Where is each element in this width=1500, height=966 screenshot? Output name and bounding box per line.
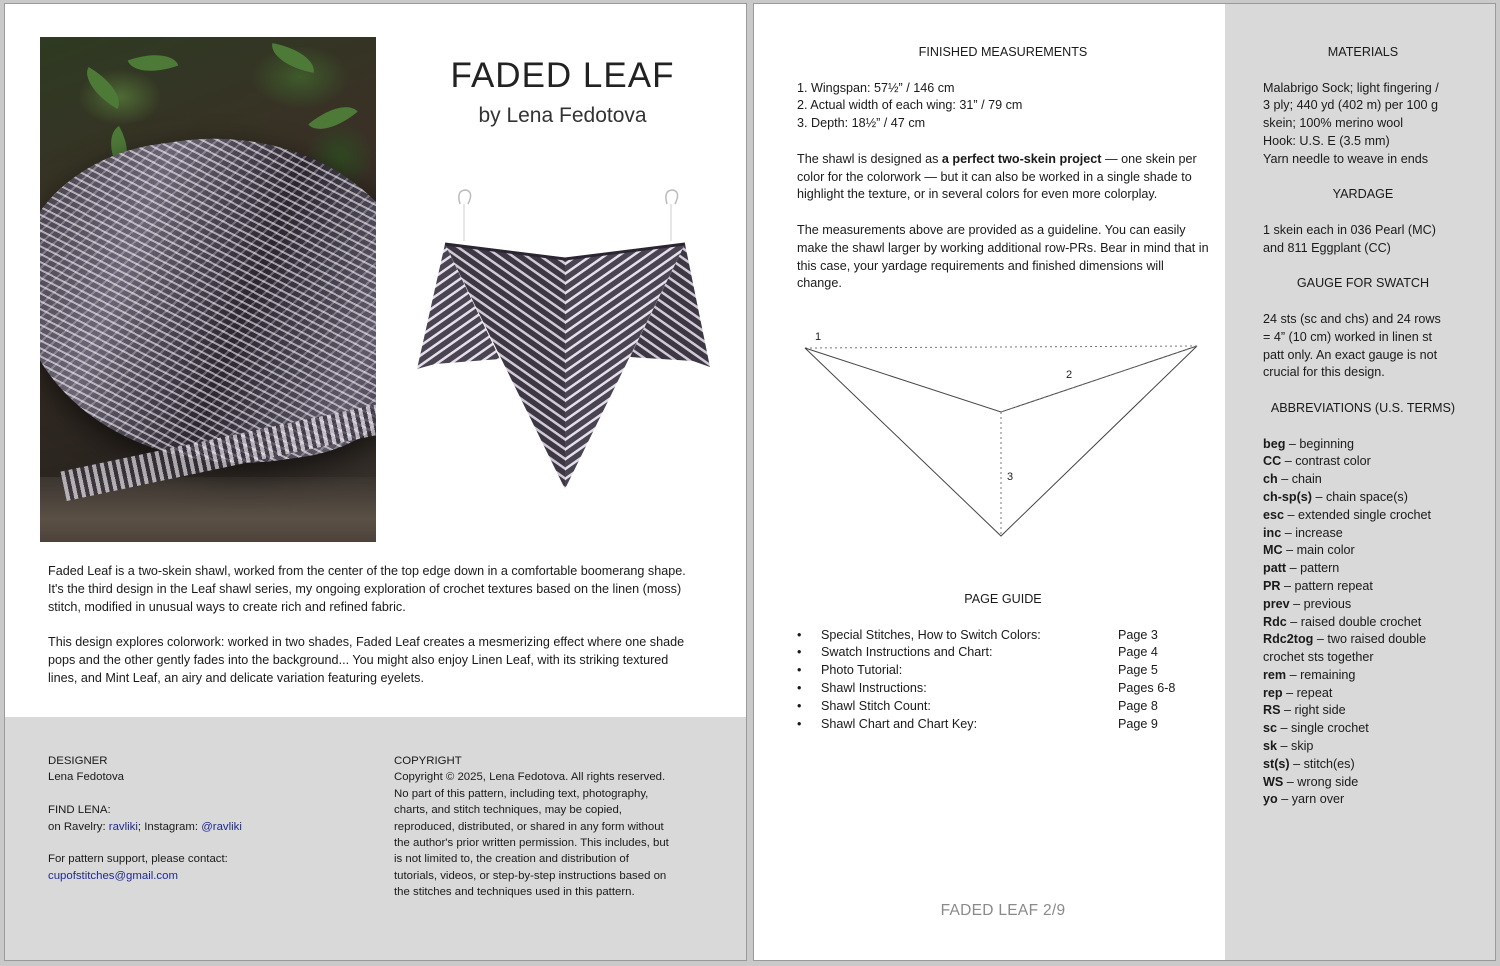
abbr-def: – main color [1282, 543, 1355, 558]
guide-item[interactable] [797, 627, 1209, 645]
abbreviation-item [1263, 453, 1463, 471]
abbr-term: rep [1263, 685, 1283, 700]
abbr-def: – pattern [1286, 561, 1340, 576]
abbr-term: PR [1263, 578, 1281, 593]
materials-line: Hook: U.S. E (3.5 mm) [1263, 133, 1390, 148]
abbr-term: sk [1263, 739, 1278, 754]
sidebar [1225, 4, 1496, 961]
bullet-icon: • [797, 663, 802, 678]
gauge-line: = 4” (10 cm) worked in linen st [1263, 329, 1433, 344]
abbreviation-item [1263, 507, 1463, 525]
abbr-term: ch [1263, 472, 1278, 487]
abbr-term: Rdc [1263, 614, 1287, 629]
abbreviation-item [1263, 542, 1463, 560]
right-page [753, 3, 1496, 961]
pattern-byline: by Lena Fedotova [478, 104, 647, 127]
abbr-def: – previous [1289, 596, 1352, 611]
guide-item-label: Photo Tutorial: [821, 663, 903, 678]
abbreviation-item [1263, 560, 1463, 578]
abbreviation-item [1263, 596, 1463, 614]
sidebar-content [1263, 44, 1463, 809]
abbr-def: – extended single crochet [1284, 507, 1432, 522]
guide-item[interactable] [797, 680, 1209, 698]
abbr-def: – right side [1280, 703, 1346, 718]
abbreviation-item [1263, 702, 1463, 720]
abbreviations-heading: ABBREVIATIONS (U.S. TERMS) [1270, 400, 1456, 415]
guide-item-page: Pages 6-8 [1118, 680, 1176, 695]
abbreviation-item [1263, 774, 1463, 792]
guide-item-page: Page 8 [1118, 698, 1158, 713]
abbreviations-list [1263, 436, 1463, 810]
guide-item[interactable] [797, 716, 1209, 734]
abbr-term: esc [1263, 507, 1285, 522]
abbr-term: sc [1263, 721, 1278, 736]
abbr-def: – yarn over [1277, 792, 1345, 807]
shawl-photo-hanging [405, 189, 715, 499]
diagram-label-wingspan: 1 [815, 331, 822, 343]
copyright-line: is not limited to, the creation and distribution of [394, 853, 629, 866]
page-guide-list [797, 627, 1209, 734]
materials-heading: MATERIALS [1327, 45, 1399, 59]
yardage-block [1263, 222, 1463, 258]
copyright-line: the author's prior written permission. This includes, but [394, 837, 669, 850]
abbr-term: CC [1263, 454, 1282, 469]
design-highlight: a perfect two-skein project [941, 151, 1102, 166]
shawl-photo-draped [40, 37, 376, 542]
abbr-term: rem [1263, 667, 1287, 682]
abbreviation-item [1263, 578, 1463, 596]
design-text: The shawl is designed as [797, 151, 942, 166]
guide-item-label: Shawl Instructions: [821, 680, 927, 695]
main-column [797, 44, 1209, 293]
page-number: FADED LEAF 2/9 [940, 902, 1066, 919]
instagram-prefix: ; Instagram: [137, 820, 202, 833]
abbreviation-item [1263, 631, 1463, 649]
abbr-term: patt [1263, 561, 1287, 576]
abbr-def: – skip [1277, 739, 1314, 754]
abbr-term: inc [1263, 525, 1282, 540]
guide-item[interactable] [797, 644, 1209, 662]
gauge-block [1263, 311, 1463, 382]
bullet-icon: • [797, 716, 802, 731]
bullet-icon: • [797, 645, 802, 660]
guide-item-page: Page 4 [1118, 645, 1158, 660]
measurements-list [797, 80, 1209, 133]
designer-name: Lena Fedotova [48, 771, 124, 784]
copyright-label: COPYRIGHT [394, 755, 462, 767]
page-guide [797, 591, 1209, 733]
pattern-title: FADED LEAF [450, 56, 675, 95]
yardage-line: 1 skein each in 036 Pearl (MC) [1263, 222, 1436, 237]
ravelry-link[interactable]: ravliki [108, 820, 138, 833]
materials-line: skein; 100% merino wool [1263, 116, 1404, 131]
abbr-term: yo [1263, 792, 1278, 807]
abbr-term: st(s) [1263, 756, 1290, 771]
copyright-line: No part of this pattern, including text, photography, [394, 787, 649, 800]
design-paragraph [797, 151, 1209, 204]
guide-item-label: Swatch Instructions and Chart: [821, 645, 993, 660]
support-text: For pattern support, please contact: [48, 853, 228, 866]
abbr-def: – raised double crochet [1286, 614, 1422, 629]
guide-item-page: Page 3 [1118, 627, 1158, 642]
abbr-term: WS [1263, 774, 1284, 789]
abbr-def: – increase [1281, 525, 1343, 540]
abbr-def: – chain [1277, 472, 1322, 487]
abbreviation-item [1263, 738, 1463, 756]
design-text: — one skein per color for the colorwork — but it can also be worked in a single shade to highlight the texture, or in several colors for even more colorplay. [797, 151, 1197, 202]
bullet-icon: • [797, 627, 802, 642]
abbr-def: – wrong side [1283, 774, 1359, 789]
gauge-line: 24 sts (sc and chs) and 24 rows [1263, 311, 1441, 326]
measurement-item: 1. Wingspan: 57½” / 146 cm [797, 80, 955, 95]
instagram-link[interactable]: @ravliki [201, 820, 242, 833]
designer-label: DESIGNER [48, 755, 108, 767]
measurement-item: 2. Actual width of each wing: 31” / 79 cm [797, 98, 1023, 113]
measurements-heading: FINISHED MEASUREMENTS [918, 45, 1088, 59]
copyright-info [394, 753, 704, 901]
abbr-def: – chain space(s) [1311, 489, 1408, 504]
diagram-label-wing-width: 2 [1066, 369, 1073, 381]
bullet-icon: • [797, 698, 802, 713]
abbr-def: – repeat [1282, 685, 1333, 700]
ravelry-prefix: on Ravelry: [48, 820, 109, 833]
abbr-def: – two raised double [1313, 632, 1427, 647]
abbr-term: ch-sp(s) [1263, 489, 1312, 504]
abbr-term: RS [1263, 703, 1281, 718]
copyright-line: charts, and stitch techniques, may be copied, [394, 804, 622, 817]
abbr-term: prev [1263, 596, 1290, 611]
yardage-line: and 811 Eggplant (CC) [1263, 240, 1391, 255]
abbr-def: – stitch(es) [1289, 756, 1355, 771]
abbreviation-item [1263, 720, 1463, 738]
guide-item-page: Page 5 [1118, 663, 1158, 678]
bullet-icon: • [797, 680, 802, 695]
materials-line: Malabrigo Sock; light fingering / [1263, 80, 1439, 95]
guide-item[interactable] [797, 698, 1209, 716]
guide-item-page: Page 9 [1118, 716, 1158, 731]
guide-item[interactable] [797, 662, 1209, 680]
copyright-line: Copyright © 2025, Lena Fedotova. All rights reserved. [394, 771, 666, 784]
abbr-def: – beginning [1285, 436, 1355, 451]
abbreviation-item [1263, 471, 1463, 489]
abbr-def: – pattern repeat [1280, 578, 1373, 593]
abbreviation-item [1263, 791, 1463, 809]
abbr-def: crochet sts together [1263, 650, 1374, 665]
footer-band [5, 717, 747, 961]
abbr-def: – remaining [1286, 667, 1356, 682]
intro-paragraph: Faded Leaf is a two-skein shawl, worked from the center of the top edge down in a comfortable boomerang shape. It's the third design in the Leaf shawl series, my ongoing exploration of crochet textures based on the linen (moss) stitch, modified in unusual ways to create rich and refined fabric. [48, 564, 686, 614]
designer-info [48, 753, 368, 884]
abbreviation-item [1263, 436, 1463, 454]
social-links [48, 819, 368, 835]
guide-item-label: Shawl Stitch Count: [821, 698, 931, 713]
materials-block [1263, 80, 1463, 169]
abbr-term: MC [1263, 543, 1283, 558]
yardage-heading: YARDAGE [1332, 187, 1394, 202]
page-guide-heading: PAGE GUIDE [964, 592, 1042, 606]
diagram-label-depth: 3 [1007, 471, 1014, 483]
guide-item-label: Special Stitches, How to Switch Colors: [821, 627, 1041, 642]
intro-paragraph: This design explores colorwork: worked in two shades, Faded Leaf creates a mesmerizing effect where one shade pops and the other gently fades into the background... You might also enjoy Linen Leaf, with its striking textured lines, and Mint Leaf, an airy and delicate variation featuring eyelets. [48, 635, 685, 685]
materials-line: 3 ply; 440 yd (402 m) per 100 g [1263, 98, 1439, 113]
abbr-def: – single crochet [1277, 721, 1369, 736]
materials-line: Yarn needle to weave in ends [1263, 151, 1428, 166]
abbreviation-item [1263, 756, 1463, 774]
gauge-heading: GAUGE FOR SWATCH [1296, 276, 1430, 291]
abbreviation-item [1263, 614, 1463, 632]
copyright-line: reproduced, distributed, or shared in any form without [394, 820, 664, 833]
abbreviation-item [1263, 685, 1463, 703]
copyright-line: the stitches and techniques used in this pattern. [394, 886, 635, 899]
shawl-measurement-diagram [797, 324, 1209, 544]
intro-text [48, 563, 698, 705]
guideline-paragraph: The measurements above are provided as a guideline. You can easily make the shawl larger by working additional row-PRs. Bear in mind that in this case, your yardage requirements and finished dimensions will change. [797, 222, 1209, 291]
measurement-item: 3. Depth: 18½” / 47 cm [797, 116, 926, 131]
gauge-line: patt only. An exact gauge is not [1263, 347, 1438, 362]
support-email-link[interactable]: cupofstitches@gmail.com [48, 869, 178, 882]
copyright-line: tutorials, videos, or step-by-step instructions based on [394, 869, 667, 882]
abbreviation-item [1263, 525, 1463, 543]
find-label: FIND LENA: [48, 804, 111, 817]
abbreviation-item [1263, 649, 1463, 667]
abbr-term: Rdc2tog [1263, 632, 1314, 647]
gauge-line: crucial for this design. [1263, 365, 1385, 380]
abbreviation-item [1263, 667, 1463, 685]
abbreviation-item [1263, 489, 1463, 507]
guide-item-label: Shawl Chart and Chart Key: [821, 716, 978, 731]
abbr-def: – contrast color [1281, 454, 1371, 469]
left-page [4, 3, 747, 961]
abbr-term: beg [1263, 436, 1286, 451]
